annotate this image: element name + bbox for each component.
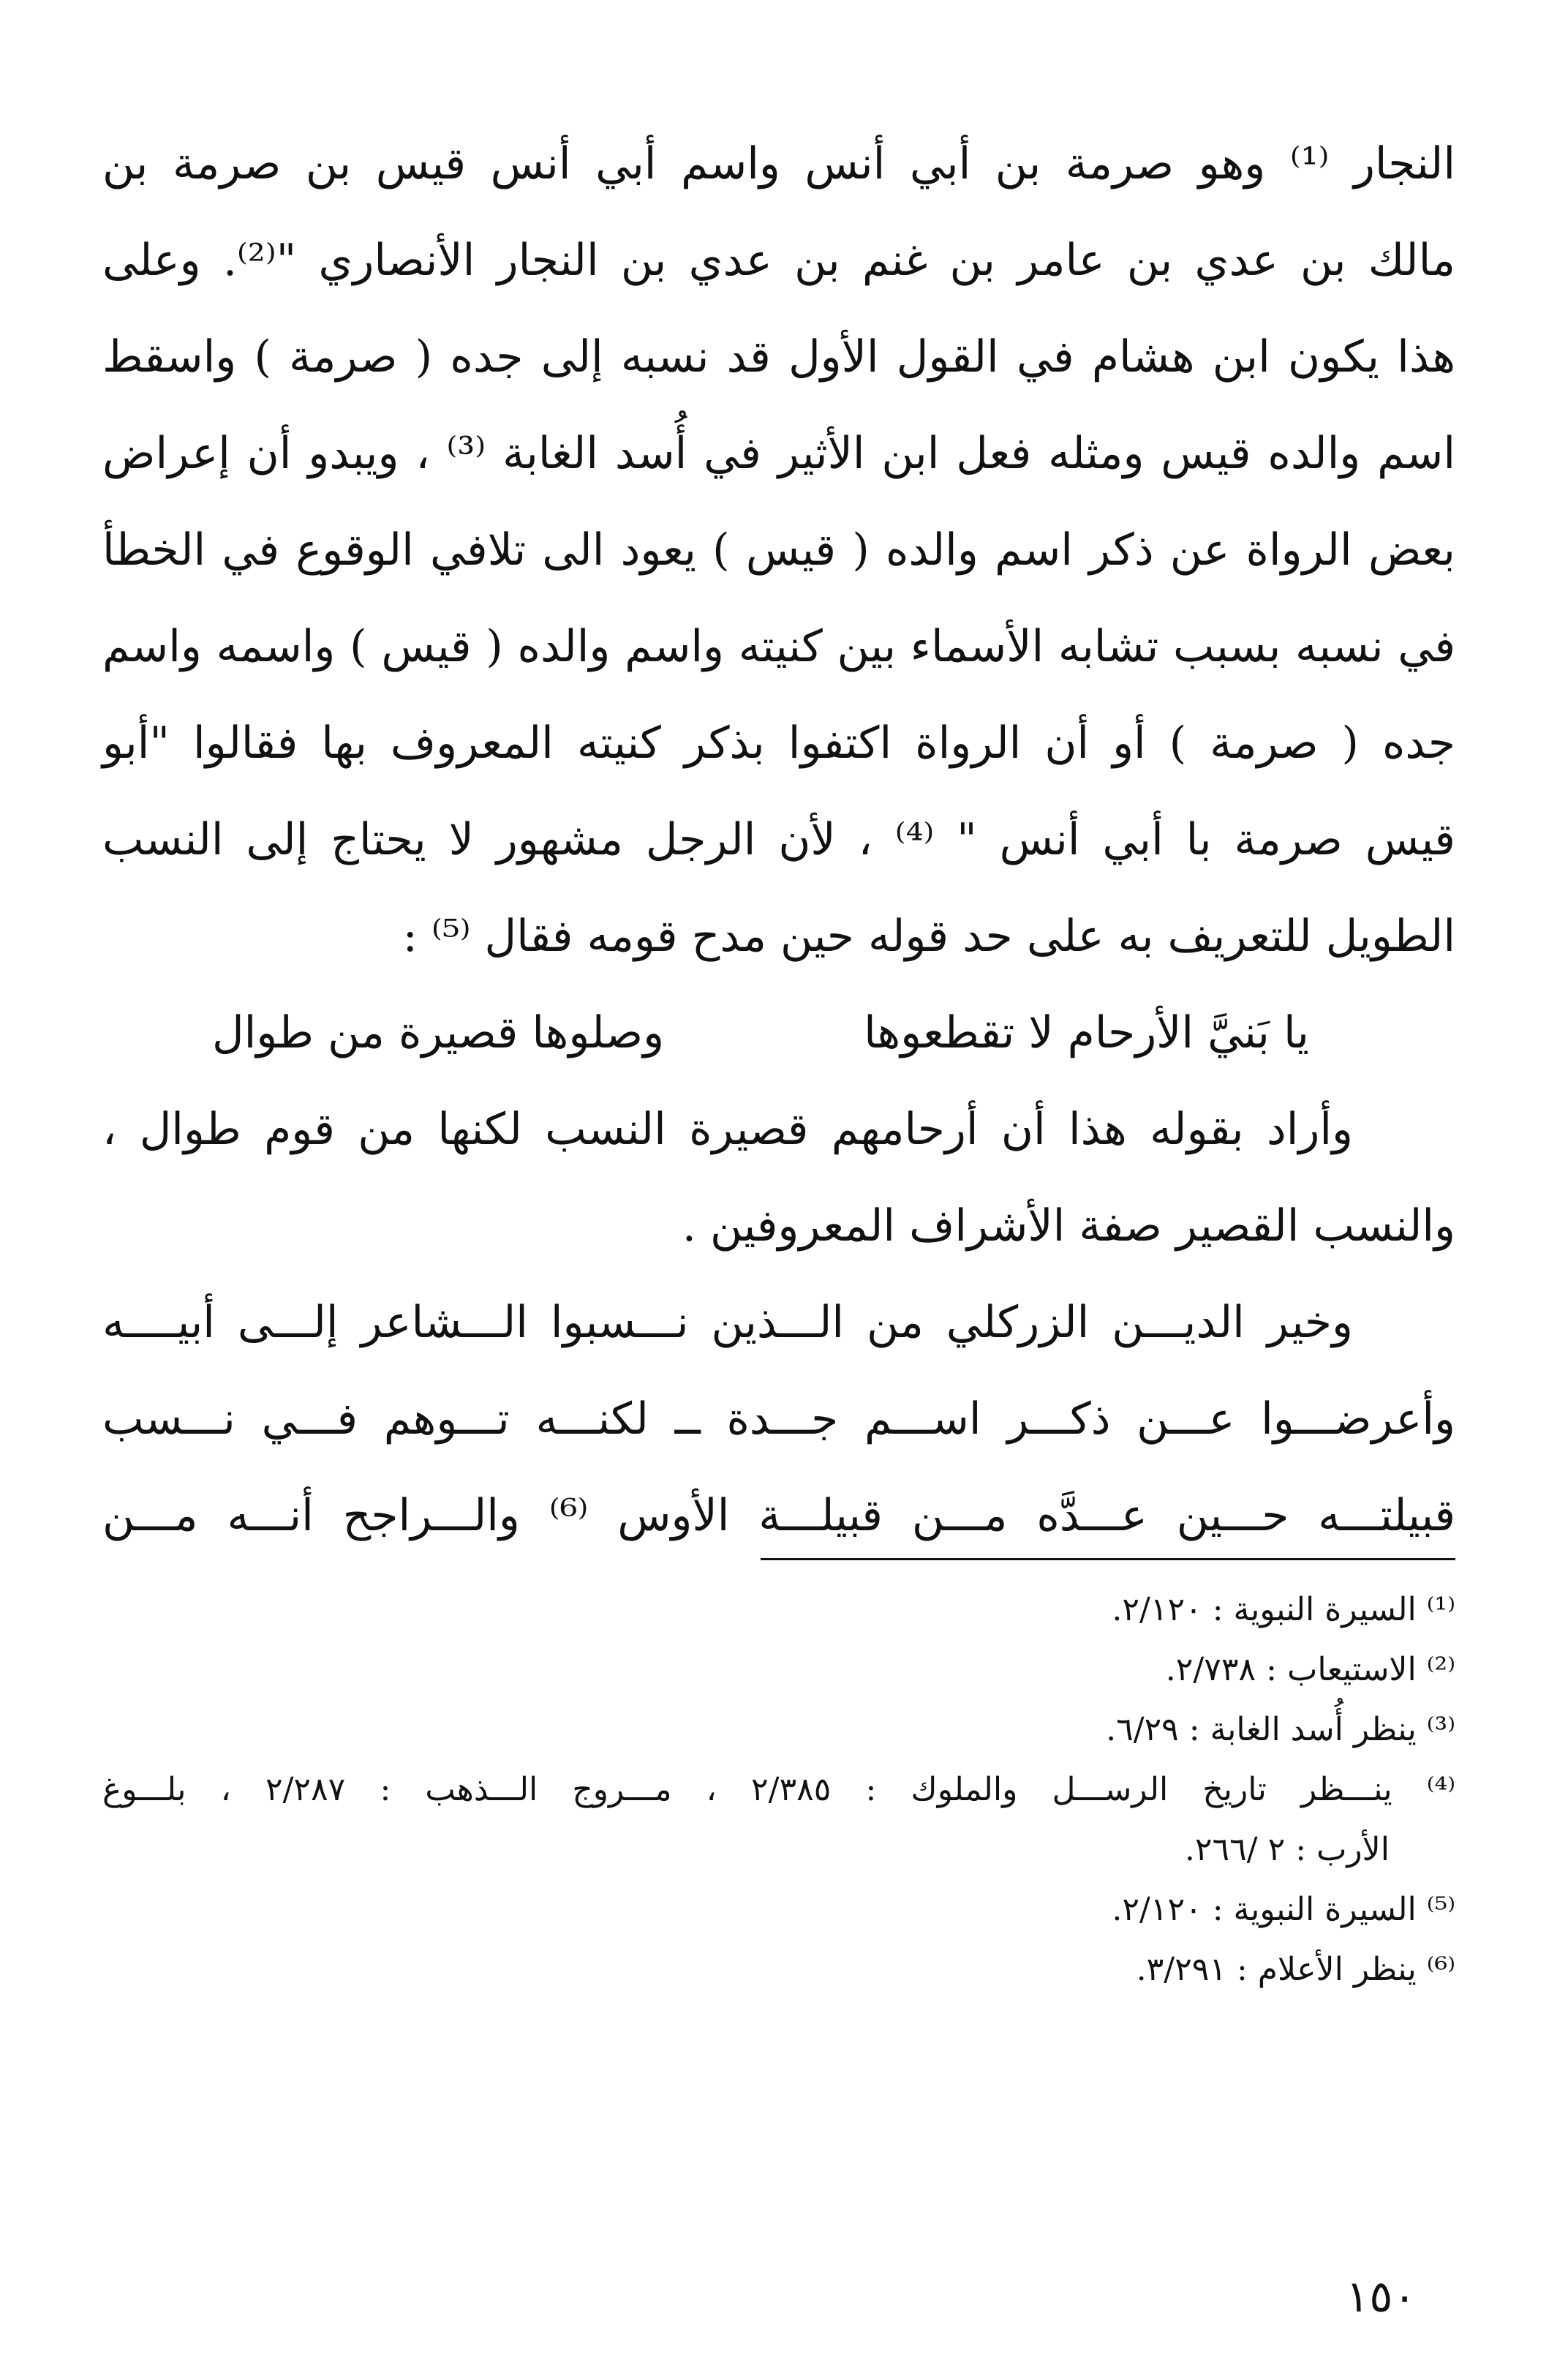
- footnote: ⁽⁵⁾ السيرة النبوية : ٢/١٢٠.: [1112, 1891, 1455, 1928]
- text-line: اسم والده قيس ومثله فعل ابن الأثير في أُسد الغابة ⁽³⁾ ، ويبدو أن إعراض: [102, 428, 1455, 479]
- footnote: ⁽¹⁾ السيرة النبوية : ٢/١٢٠.: [1112, 1591, 1455, 1628]
- text-line: قبيلتـــه حـــين عـــدَّه مـــن قبيلـــة الأوس ⁽⁶⁾ والـــراجح أنـــه مـــن: [102, 1490, 1455, 1541]
- text-line: والنسب القصير صفة الأشراف المعروفين .: [682, 1200, 1455, 1252]
- text-line: مالك بن عدي بن عامر بن غنم بن عدي بن النجار الأنصاري "⁽²⁾. وعلى: [102, 235, 1455, 286]
- text-line: النجار ⁽¹⁾ وهو صرمة بن أبي أنس واسم أبي أنس قيس بن صرمة بن: [102, 138, 1456, 189]
- text-line: الطويل للتعريف به على حد قوله حين مدح قومه فقال ⁽⁵⁾ :: [402, 911, 1455, 962]
- footnotes: [102, 1580, 1455, 2000]
- footnote: ⁽⁶⁾ ينظر الأعلام : ٣/٢٩١.: [1136, 1951, 1455, 1988]
- poetry-verse: [102, 985, 1455, 1081]
- text-line: وخير الديـــن الزركلي من الـــذين نـــسبوا الـــشاعر إلـــى أبيــــه: [102, 1297, 1353, 1348]
- text-line: وأراد بقوله هذا أن أرحامهم قصيرة النسب لكنها من قوم طوال ،: [102, 1104, 1353, 1155]
- text-line: جده ( صرمة ) أو أن الرواة اكتفوا بذكر كنيته المعروف بها فقالوا "أبو: [102, 718, 1455, 769]
- main-text: [102, 116, 1455, 1564]
- text-line: وأعرضـــوا عـــن ذكـــر اســـم جـــدة ــ لكنـــه تـــوهم فـــي نـــسب: [102, 1393, 1455, 1445]
- verse-second-hemistich: وصلوها قصيرة من طوال: [212, 1007, 665, 1058]
- footnote: ⁽³⁾ ينظر أُسد الغابة : ٦/٢٩.: [1106, 1711, 1455, 1748]
- text-line: بعض الرواة عن ذكر اسم والده ( قيس ) يعود الى تلافي الوقوع في الخطأ: [102, 524, 1455, 576]
- page-number: ١٥٠: [1346, 2271, 1417, 2322]
- text-line: في نسبه بسبب تشابه الأسماء بين كنيته واسم والده ( قيس ) واسمه واسم: [102, 621, 1455, 672]
- footnote: ⁽²⁾ الاستيعاب : ٢/٧٣٨.: [1165, 1651, 1455, 1688]
- verse-first-hemistich: يا بَنيَّ الأرحام لا تقطعوها: [864, 1007, 1309, 1058]
- footnote-separator: [761, 1558, 1455, 1560]
- text-line: قيس صرمة با أبي أنس " ⁽⁴⁾ ، لأن الرجل مشهور لا يحتاج إلى النسب: [102, 814, 1455, 865]
- footnote-continuation: الأرب : ٢ /٢٦٦.: [1184, 1831, 1390, 1868]
- text-line: هذا يكون ابن هشام في القول الأول قد نسبه إلى جده ( صرمة ) واسقط: [102, 331, 1455, 383]
- footnote: ⁽⁴⁾ ينـــظر تاريخ الرســـل والملوك : ٢/٣٨٥ ، مـــروج الـــذهب : ٢/٢٨٧ ، بلـــوغ: [102, 1771, 1455, 1808]
